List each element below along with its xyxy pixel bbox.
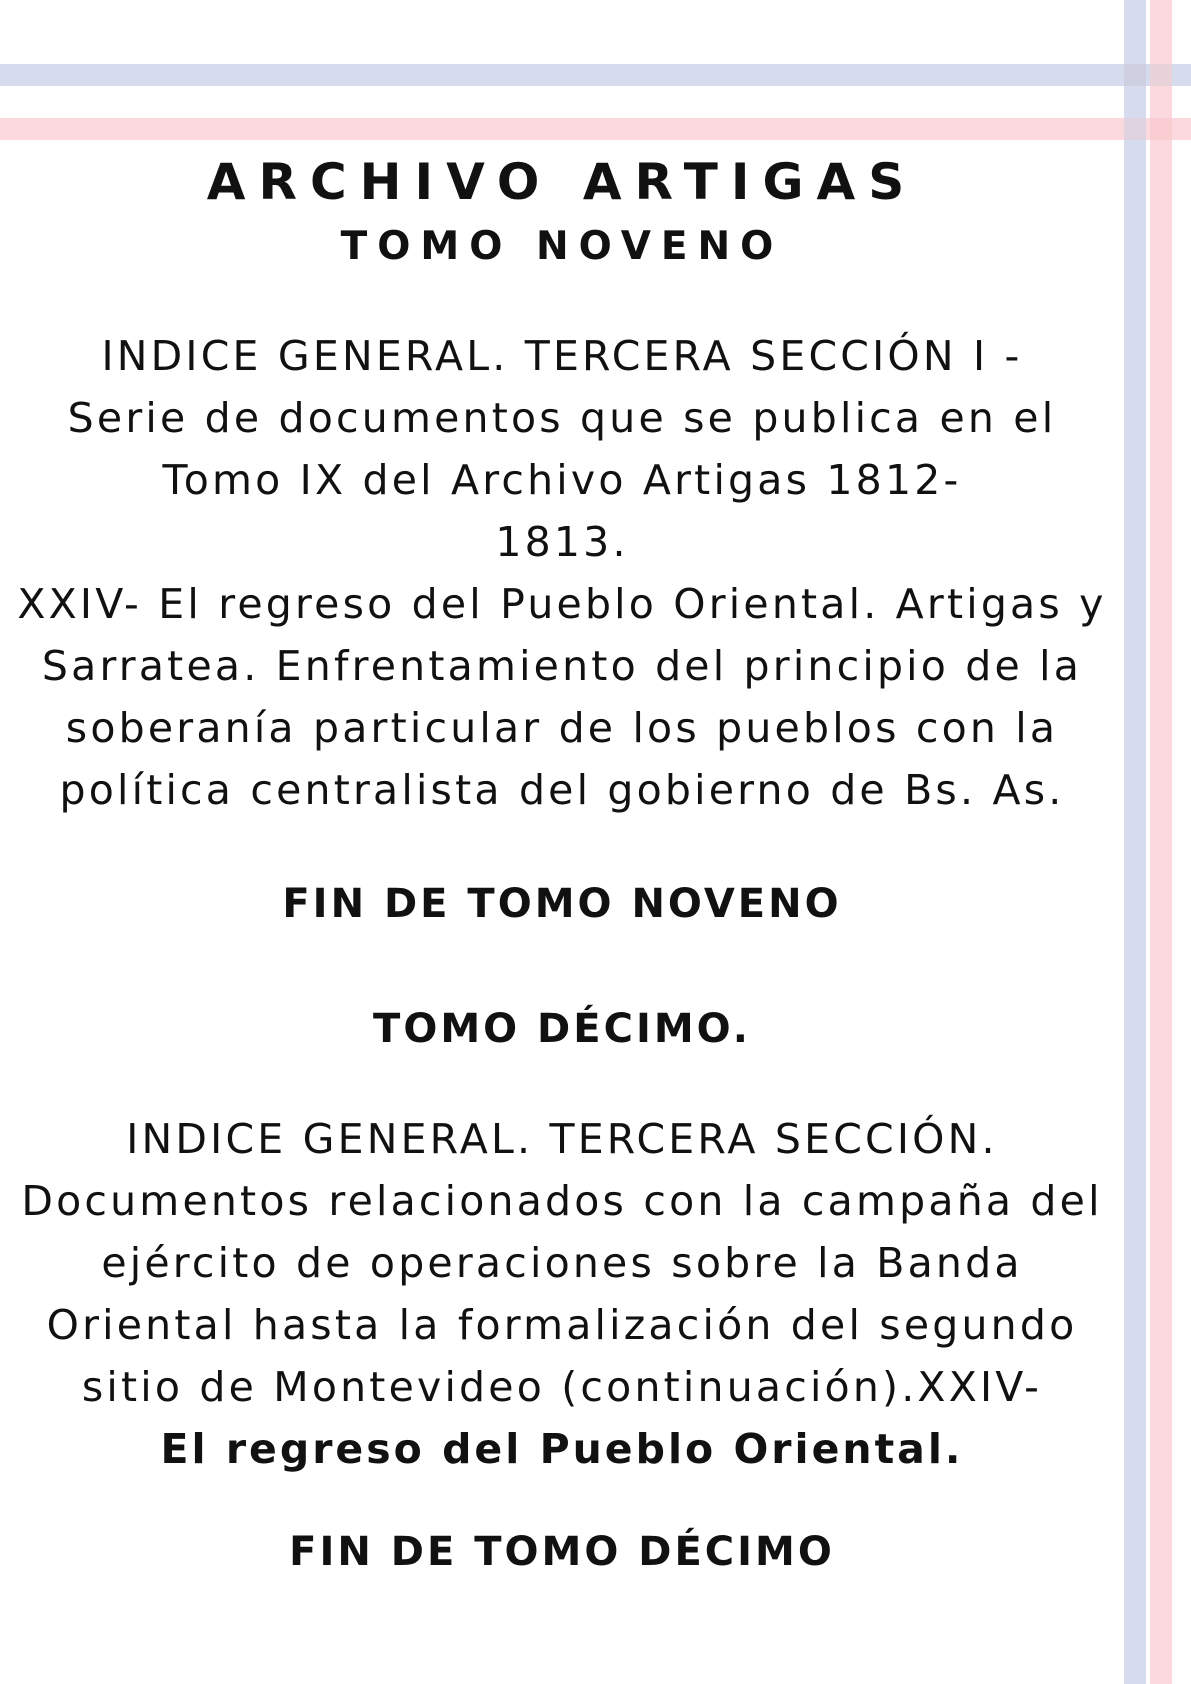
horizontal-stripe-pink — [0, 118, 1191, 140]
text-line: Documentos relacionados con la campaña del — [21, 1177, 1103, 1225]
text-line: política centralista del gobierno de Bs. As. — [59, 766, 1065, 814]
stripe-intersection — [1124, 64, 1146, 86]
text-line: 1813. — [495, 518, 629, 566]
vertical-stripe-pink — [1150, 0, 1172, 1684]
text-line: Oriental hasta la formalización del segundo — [46, 1301, 1078, 1349]
end-tomo-decimo-heading: FIN DE TOMO DÉCIMO — [289, 1529, 835, 1575]
text-line: INDICE GENERAL. TERCERA SECCIÓN. — [126, 1115, 998, 1163]
vertical-stripe-blue — [1124, 0, 1146, 1684]
tomo-noveno-index — [0, 325, 1124, 821]
text-line: soberanía particular de los pueblos con la — [65, 704, 1059, 752]
stripe-intersection — [1150, 118, 1172, 140]
page-subtitle: TOMO NOVENO — [340, 224, 784, 269]
text-line: ejército de operaciones sobre la Banda — [101, 1239, 1023, 1287]
text-line: sitio de Montevideo (continuación).XXIV- — [81, 1363, 1043, 1411]
page-title: ARCHIVO ARTIGAS — [206, 153, 918, 211]
text-line: INDICE GENERAL. TERCERA SECCIÓN I - — [101, 332, 1023, 380]
bold-text-line: El regreso del Pueblo Oriental. — [160, 1425, 964, 1473]
stripe-intersection — [1150, 64, 1172, 86]
tomo-decimo-index — [0, 1108, 1124, 1480]
end-tomo-noveno-heading: FIN DE TOMO NOVENO — [282, 881, 842, 927]
horizontal-stripe-blue — [0, 64, 1191, 86]
stripe-intersection — [1124, 118, 1146, 140]
text-line: XXIV- El regreso del Pueblo Oriental. Artigas y — [17, 580, 1107, 628]
tomo-decimo-heading: TOMO DÉCIMO. — [373, 1006, 751, 1052]
text-line: Serie de documentos que se publica en el — [67, 394, 1057, 442]
text-line: Tomo IX del Archivo Artigas 1812- — [162, 456, 962, 504]
text-line: Sarratea. Enfrentamiento del principio de la — [41, 642, 1083, 690]
